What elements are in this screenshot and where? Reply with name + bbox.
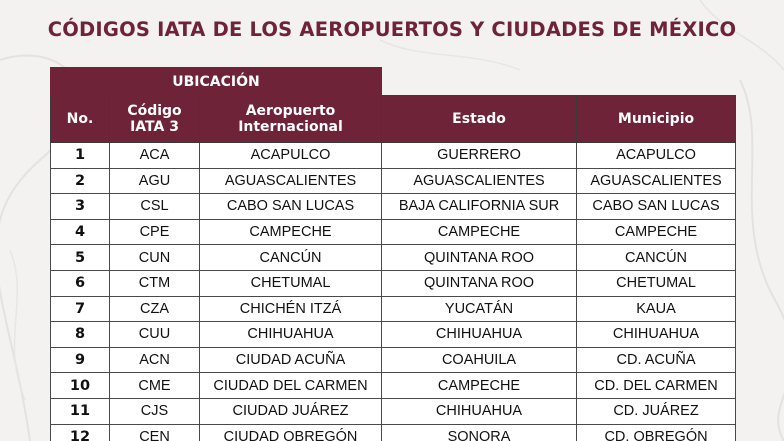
cell-no: 4	[51, 219, 110, 245]
cell-no: 2	[51, 168, 110, 194]
cell-no: 7	[51, 296, 110, 322]
cell-airport: ACAPULCO	[200, 143, 382, 169]
cell-no: 9	[51, 347, 110, 373]
group-header-blank	[382, 68, 736, 96]
cell-municipality: CABO SAN LUCAS	[577, 194, 736, 220]
cell-no: 10	[51, 373, 110, 399]
column-header-state: Estado	[382, 96, 577, 143]
cell-iata-code: CTM	[110, 270, 200, 296]
iata-codes-table	[50, 67, 736, 441]
cell-iata-code: CPE	[110, 219, 200, 245]
cell-airport: CIUDAD OBREGÓN	[200, 424, 382, 441]
cell-airport: CHIHUAHUA	[200, 322, 382, 348]
cell-state: QUINTANA ROO	[382, 245, 577, 271]
cell-no: 5	[51, 245, 110, 271]
cell-state: CAMPECHE	[382, 373, 577, 399]
cell-municipality: AGUASCALIENTES	[577, 168, 736, 194]
column-header-municipality: Municipio	[577, 96, 736, 143]
table-row	[51, 322, 736, 348]
cell-state: YUCATÁN	[382, 296, 577, 322]
group-header-row	[51, 68, 736, 96]
cell-municipality: CAMPECHE	[577, 219, 736, 245]
table-row	[51, 270, 736, 296]
cell-municipality: CD. OBREGÓN	[577, 424, 736, 441]
cell-airport: CANCÚN	[200, 245, 382, 271]
cell-state: CAMPECHE	[382, 219, 577, 245]
table-row	[51, 424, 736, 441]
cell-iata-code: CZA	[110, 296, 200, 322]
page-title: CÓDIGOS IATA DE LOS AEROPUERTOS Y CIUDADES DE MÉXICO	[47, 18, 737, 41]
cell-no: 3	[51, 194, 110, 220]
table-row	[51, 347, 736, 373]
cell-airport: CIUDAD ACUÑA	[200, 347, 382, 373]
cell-state: QUINTANA ROO	[382, 270, 577, 296]
cell-municipality: CANCÚN	[577, 245, 736, 271]
cell-municipality: CD. JUÁREZ	[577, 398, 736, 424]
cell-municipality: CD. ACUÑA	[577, 347, 736, 373]
cell-state: COAHUILA	[382, 347, 577, 373]
cell-iata-code: ACA	[110, 143, 200, 169]
cell-iata-code: ACN	[110, 347, 200, 373]
table-row	[51, 143, 736, 169]
cell-state: AGUASCALIENTES	[382, 168, 577, 194]
cell-iata-code: AGU	[110, 168, 200, 194]
cell-airport: CIUDAD DEL CARMEN	[200, 373, 382, 399]
cell-state: BAJA CALIFORNIA SUR	[382, 194, 577, 220]
table-row	[51, 168, 736, 194]
cell-no: 6	[51, 270, 110, 296]
column-header-no: No.	[51, 96, 110, 143]
column-header-iata-code: Código IATA 3	[110, 96, 200, 143]
cell-iata-code: CUU	[110, 322, 200, 348]
table-row	[51, 296, 736, 322]
cell-state: CHIHUAHUA	[382, 398, 577, 424]
cell-iata-code: CME	[110, 373, 200, 399]
table-row	[51, 373, 736, 399]
cell-municipality: ACAPULCO	[577, 143, 736, 169]
column-header-row	[51, 96, 736, 143]
cell-airport: CIUDAD JUÁREZ	[200, 398, 382, 424]
table-body	[51, 143, 736, 441]
cell-iata-code: CJS	[110, 398, 200, 424]
column-header-airport: Aeropuerto Internacional	[200, 96, 382, 143]
group-header-ubicacion: UBICACIÓN	[51, 68, 382, 96]
cell-airport: AGUASCALIENTES	[200, 168, 382, 194]
cell-airport: CHETUMAL	[200, 270, 382, 296]
cell-iata-code: CEN	[110, 424, 200, 441]
cell-iata-code: CSL	[110, 194, 200, 220]
table-row	[51, 194, 736, 220]
cell-municipality: CHIHUAHUA	[577, 322, 736, 348]
cell-state: CHIHUAHUA	[382, 322, 577, 348]
cell-state: SONORA	[382, 424, 577, 441]
cell-municipality: KAUA	[577, 296, 736, 322]
cell-no: 1	[51, 143, 110, 169]
cell-municipality: CD. DEL CARMEN	[577, 373, 736, 399]
table-row	[51, 245, 736, 271]
cell-iata-code: CUN	[110, 245, 200, 271]
cell-airport: CAMPECHE	[200, 219, 382, 245]
table-row	[51, 398, 736, 424]
cell-state: GUERRERO	[382, 143, 577, 169]
cell-airport: CHICHÉN ITZÁ	[200, 296, 382, 322]
table-row	[51, 219, 736, 245]
cell-no: 8	[51, 322, 110, 348]
cell-no: 12	[51, 424, 110, 441]
cell-airport: CABO SAN LUCAS	[200, 194, 382, 220]
cell-municipality: CHETUMAL	[577, 270, 736, 296]
cell-no: 11	[51, 398, 110, 424]
